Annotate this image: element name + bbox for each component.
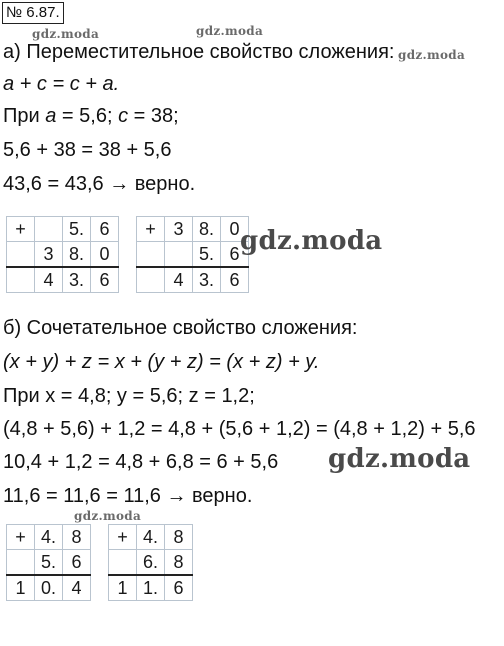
- calc-cell: 1: [109, 575, 137, 601]
- calc-cell: 5.: [63, 217, 91, 242]
- part-a-given: При a = 5,6; c = 38;: [3, 105, 179, 127]
- calc-cell: 3.: [63, 267, 91, 293]
- part-b-result: 11,6 = 11,6 = 11,6 → верно.: [3, 485, 253, 507]
- calc-cell: +: [7, 217, 35, 242]
- part-b-substitution: (4,8 + 5,6) + 1,2 = 4,8 + (5,6 + 1,2) = (4,8 + 1,2) + 5,6: [3, 418, 476, 440]
- calc-cell: 6: [221, 267, 249, 293]
- calc-cell: 4: [165, 267, 193, 293]
- calc-cell: 3.: [193, 267, 221, 293]
- calc-cell: 0.: [35, 575, 63, 601]
- calc-cell: [109, 550, 137, 576]
- calc-cell: 0: [221, 217, 249, 242]
- calc-cell: 5.: [193, 242, 221, 268]
- calc-cell: 4.: [35, 525, 63, 550]
- calc-cell: [7, 242, 35, 268]
- part-a-substitution: 5,6 + 38 = 38 + 5,6: [3, 139, 172, 161]
- calc-cell: [137, 242, 165, 268]
- calc-cell: 1: [7, 575, 35, 601]
- watermark: gdz.moda: [196, 24, 264, 38]
- calc-cell: 0: [91, 242, 119, 268]
- calc-cell: [137, 267, 165, 293]
- calc-cell: 8.: [193, 217, 221, 242]
- calc-cell: 8: [63, 525, 91, 550]
- calc-cell: +: [137, 217, 165, 242]
- watermark: gdz.moda: [328, 444, 471, 474]
- calc-cell: [165, 242, 193, 268]
- part-b-step: 10,4 + 1,2 = 4,8 + 6,8 = 6 + 5,6: [3, 451, 279, 473]
- calc-cell: 3: [35, 242, 63, 268]
- calc-cell: 1.: [137, 575, 165, 601]
- calc-cell: 8.: [63, 242, 91, 268]
- calc-cell: +: [7, 525, 35, 550]
- calc-cell: 4.: [137, 525, 165, 550]
- part-b-heading: б) Сочетательное свойство сложения:: [3, 317, 358, 339]
- calc-cell: 6: [91, 267, 119, 293]
- calc-cell: 8: [165, 550, 193, 576]
- watermark: gdz.moda: [398, 48, 466, 62]
- calc-cell: [7, 267, 35, 293]
- watermark: gdz.moda: [240, 226, 383, 256]
- column-addition-a2: [136, 216, 249, 293]
- calc-cell: 6: [221, 242, 249, 268]
- calc-cell: 4: [35, 267, 63, 293]
- part-a-result: 43,6 = 43,6 → верно.: [3, 173, 196, 195]
- column-addition-a1: [6, 216, 119, 293]
- calc-cell: +: [109, 525, 137, 550]
- calc-cell: 6: [91, 217, 119, 242]
- part-b-given: При x = 4,8; y = 5,6; z = 1,2;: [3, 385, 255, 407]
- watermark: gdz.moda: [32, 27, 100, 41]
- part-b-formula: (x + y) + z = x + (y + z) = (x + z) + y.: [3, 351, 320, 373]
- calc-cell: 6: [63, 550, 91, 576]
- calc-cell: 5.: [35, 550, 63, 576]
- column-addition-b2: [108, 524, 193, 601]
- calc-cell: 3: [165, 217, 193, 242]
- part-a-heading: а) Переместительное свойство сложения:: [3, 41, 395, 63]
- calc-cell: [7, 550, 35, 576]
- calc-cell: [35, 217, 63, 242]
- calc-cell: 8: [165, 525, 193, 550]
- calc-cell: 6.: [137, 550, 165, 576]
- exercise-number-badge: № 6.87.: [2, 2, 64, 24]
- part-a-formula: a + c = c + a.: [3, 73, 120, 95]
- watermark: gdz.moda: [74, 509, 142, 523]
- calc-cell: 4: [63, 575, 91, 601]
- column-addition-b1: [6, 524, 91, 601]
- calc-cell: 6: [165, 575, 193, 601]
